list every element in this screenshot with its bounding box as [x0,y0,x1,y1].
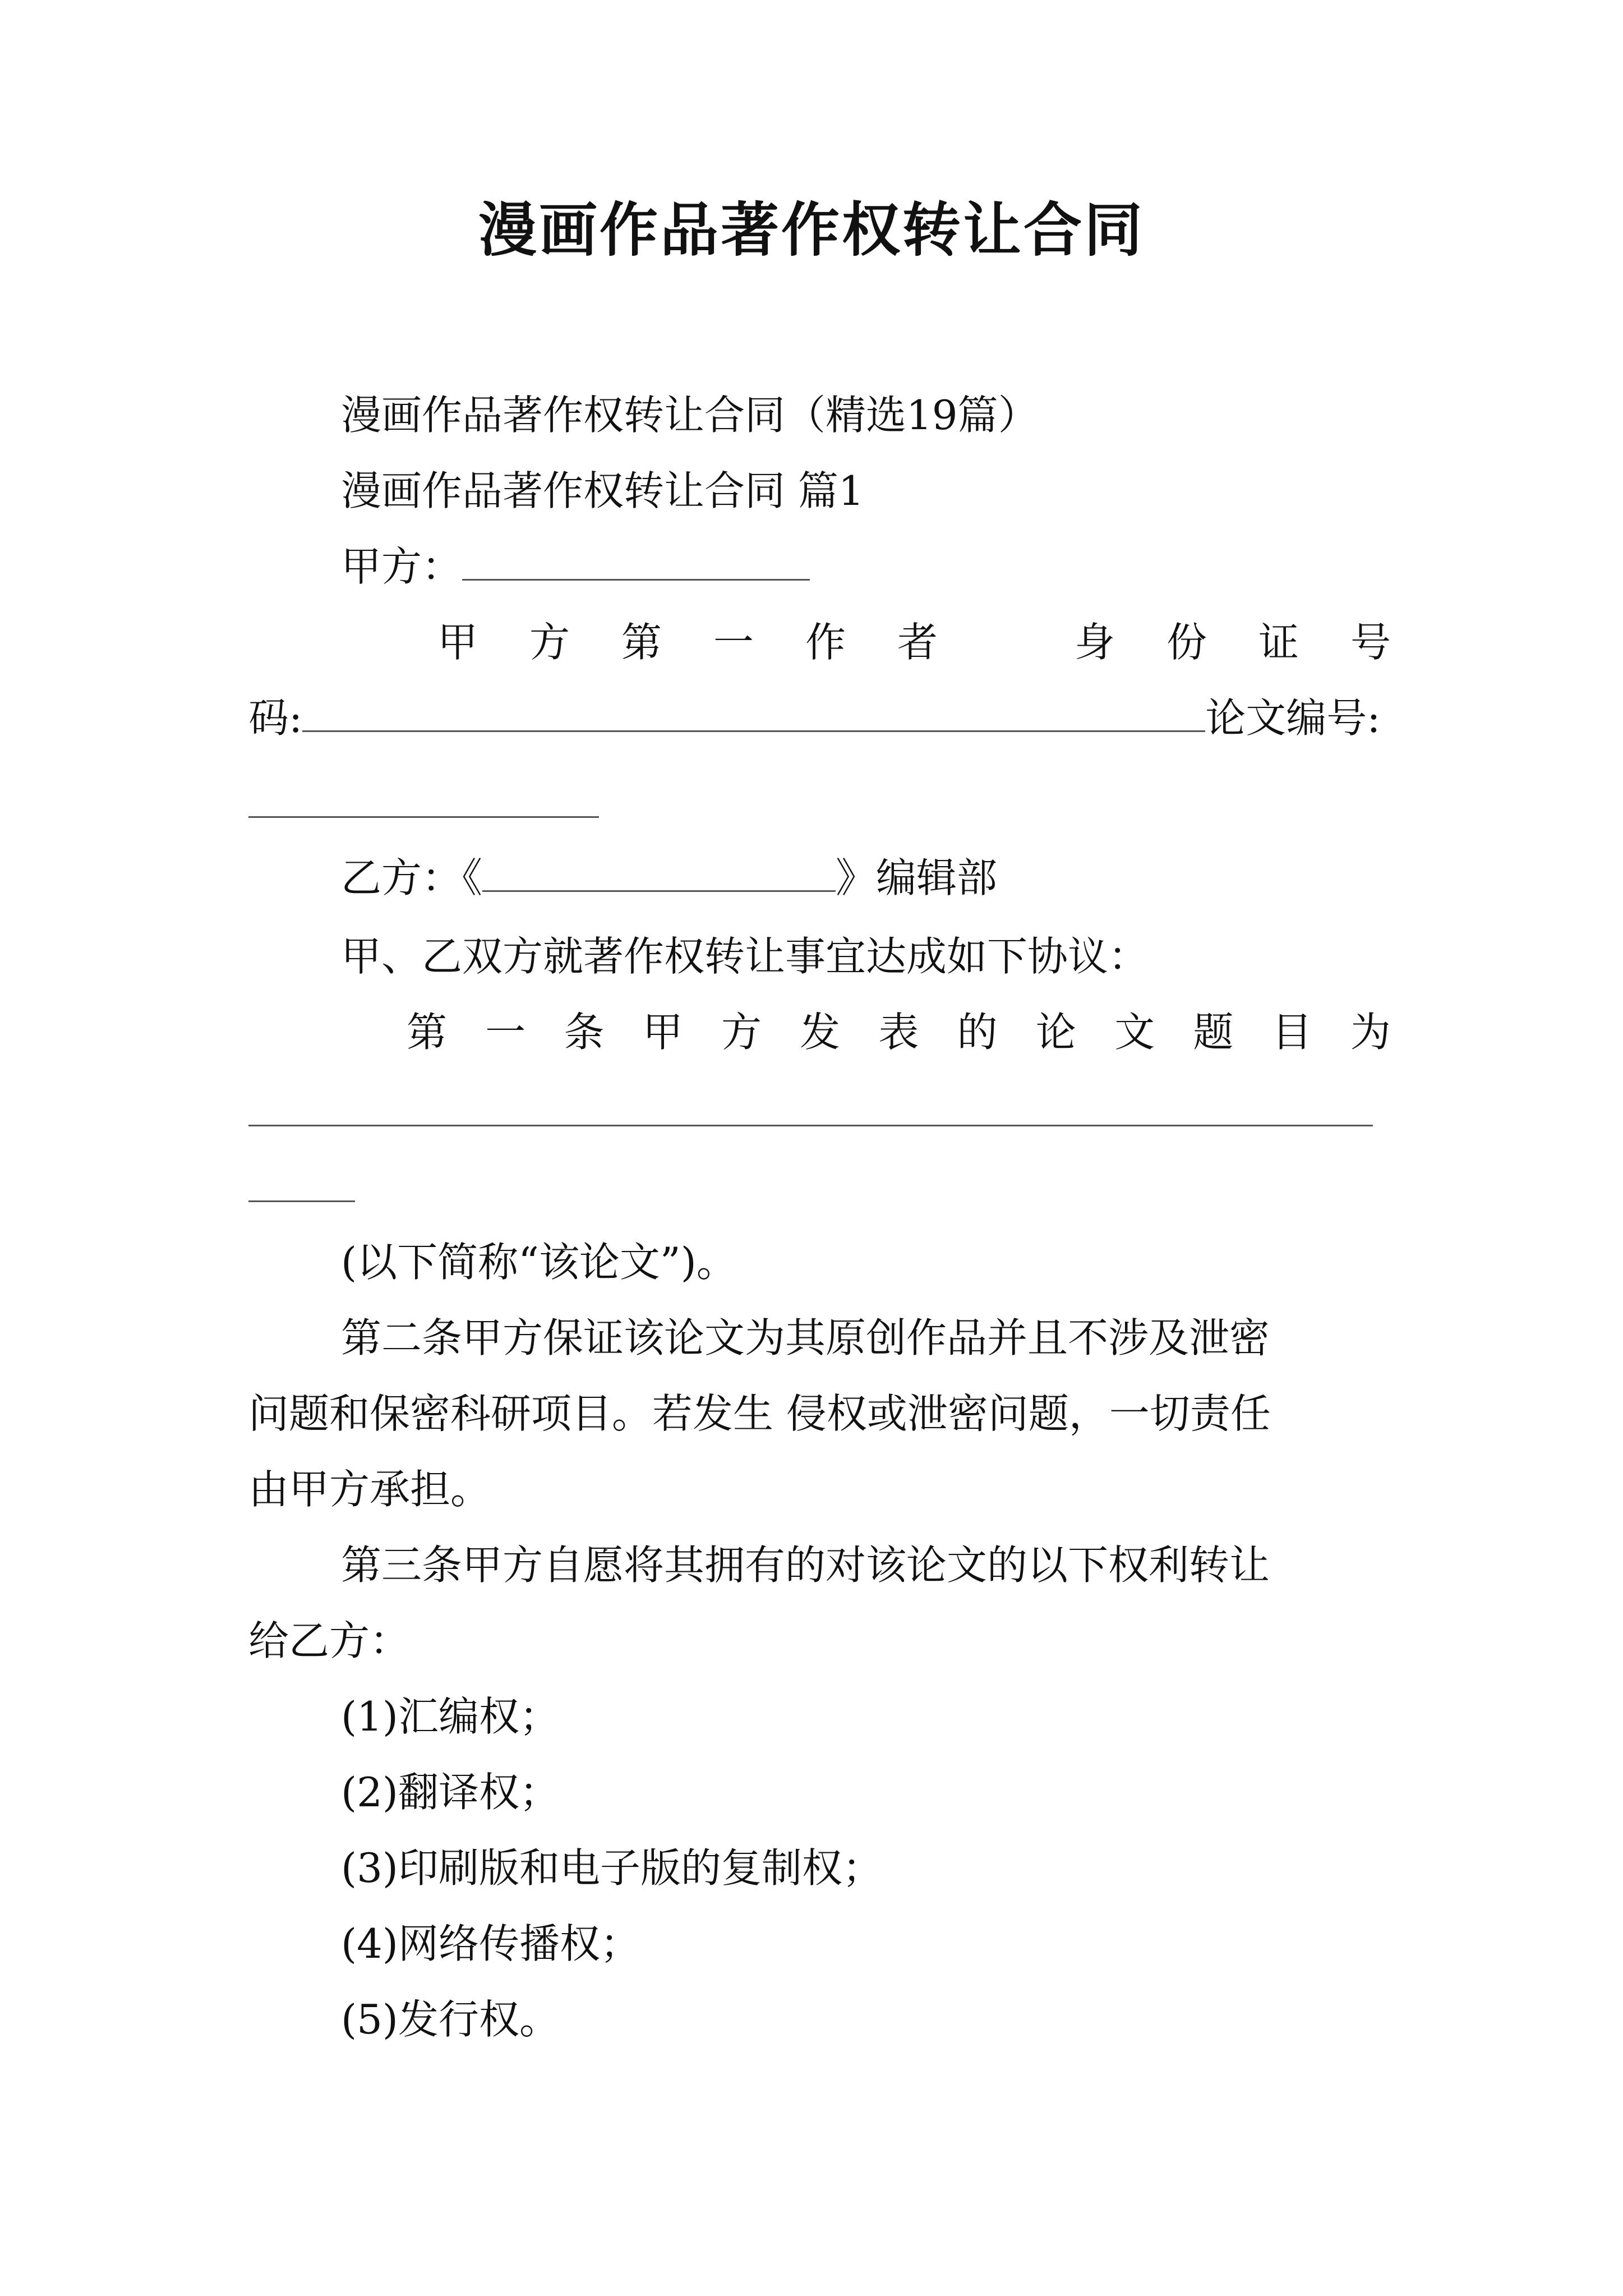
paper-title-blank-continued[interactable] [248,1200,355,1202]
spread-char: 目 [1271,1009,1312,1056]
spread-char: 发 [800,1009,841,1056]
right-item: (1)汇编权； [341,1693,560,1740]
right-item: (4)网络传播权； [341,1920,640,1967]
article3-line-2: 给乙方： [248,1617,411,1664]
party-b-label: 乙方：《 [341,854,483,901]
spread-char: 表 [878,1009,919,1056]
right-item: (3)印刷版和电子版的复制权； [341,1844,883,1892]
first-author-line [437,614,1391,670]
spread-char: 文 [1114,1009,1155,1056]
paper-title-blank[interactable] [248,1125,1373,1126]
party-a-blank[interactable] [462,539,810,581]
right-item: (5)发行权。 [341,1996,560,2043]
agreement-intro: 甲、乙双方就著作权转让事宜达成如下协议： [341,933,1149,980]
id-number-blank[interactable] [302,690,1205,732]
spread-char: 者 [897,619,938,666]
article2-line-2: 问题和保密科研项目。若发生 侵权或泄密问题，一切责任 [248,1390,1271,1437]
spread-char: 论 [1035,1009,1076,1056]
spread-char: 号 [1350,619,1391,666]
article3-line-1: 第三条甲方自愿将其拥有的对该论文的以下权利转让 [341,1542,1270,1589]
spread-char: 第 [407,1009,448,1056]
spread-char: 甲 [437,619,478,666]
spread-char: 第 [621,619,662,666]
paper-number-blank[interactable] [248,816,599,818]
party-b-suffix: 》编辑部 [836,854,998,901]
paper-number-label: 论文编号: [1205,694,1381,742]
spread-char: 一 [485,1009,526,1056]
spread-char: 方 [721,1009,762,1056]
spread-char: 为 [1350,1009,1391,1056]
spread-char: 证 [1258,619,1299,666]
article2-line-3: 由甲方承担。 [248,1466,491,1513]
section-heading: 漫画作品著作权转让合同 篇1 [341,467,864,514]
spread-char: 方 [529,619,570,666]
spread-char: 份 [1166,619,1207,666]
party-b-line [341,850,997,906]
article2-line-1: 第二条甲方保证该论文为其原创作品并且不涉及泄密 [341,1314,1270,1361]
spread-char: 的 [957,1009,998,1056]
spread-char: 身 [1074,619,1115,666]
spread-char: 题 [1193,1009,1234,1056]
article1-tail: (以下简称“该论文”)。 [341,1239,737,1286]
party-a-label: 甲方： [341,543,463,590]
spread-char: 甲 [642,1009,683,1056]
spread-char: 作 [805,619,846,666]
party-a-line [341,539,810,595]
spread-char: 条 [564,1009,605,1056]
right-item: (2)翻译权； [341,1769,560,1816]
spread-char: 一 [713,619,754,666]
subtitle: 漫画作品著作权转让合同（精选19篇） [341,392,1039,439]
article1-line [407,1004,1391,1060]
id-number-label: 码: [248,694,303,742]
document-title: 漫画作品著作权转让合同 [478,195,1145,264]
journal-name-blank[interactable] [482,850,836,892]
id-number-line [248,690,1381,746]
